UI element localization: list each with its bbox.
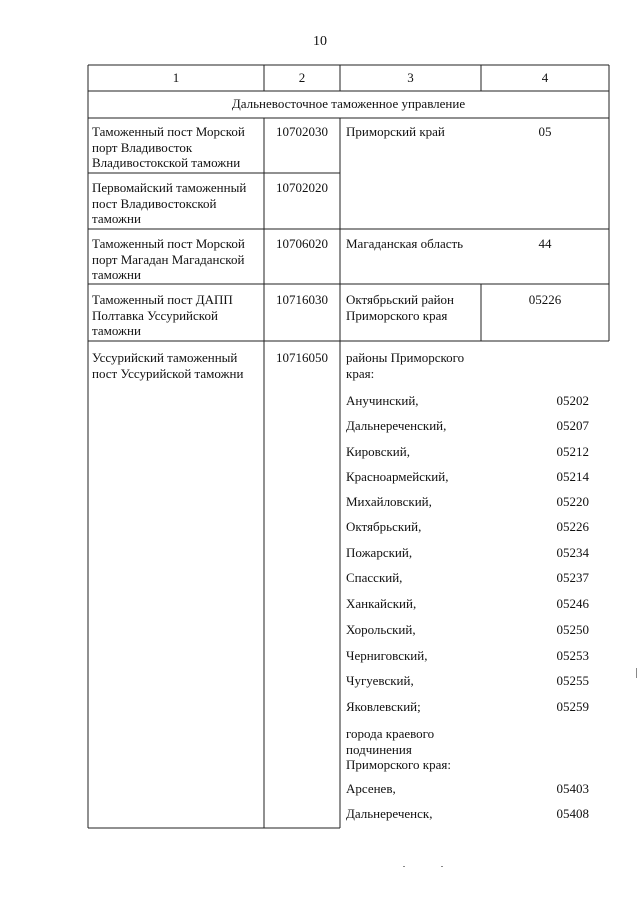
district-code: 05226 xyxy=(556,519,589,534)
row-1-okato: 05 xyxy=(538,124,552,139)
row-4-name: Таможенный пост ДАПП Полтавка Уссурийской таможни xyxy=(92,292,233,338)
district-code: 05250 xyxy=(556,622,589,637)
district-code: 05237 xyxy=(556,570,589,585)
cities-heading: города краевого подчинения Приморского края: xyxy=(346,726,451,772)
district-name: Октябрьский, xyxy=(346,519,422,534)
row-3-okato: 44 xyxy=(538,236,552,251)
row-1-name: Таможенный пост Морской порт Владивосток Владивостокской таможни xyxy=(92,124,245,170)
row-2-name: Первомайский таможенный пост Владивостокской таможни xyxy=(92,180,247,226)
header-col-1: 1 xyxy=(172,70,180,85)
row-3-name: Таможенный пост Морской порт Магадан Магаданской таможни xyxy=(92,236,245,282)
district-name: Красноармейский, xyxy=(346,469,449,484)
row-5-code: 10716050 xyxy=(276,350,328,365)
city-name: Арсенев, xyxy=(346,781,396,796)
district-code: 05259 xyxy=(556,699,589,714)
row-4-code: 10716030 xyxy=(276,292,328,307)
page-number: 10 xyxy=(313,34,327,49)
district-name: Яковлевский; xyxy=(346,699,421,714)
district-code: 05234 xyxy=(556,545,589,560)
city-code: 05403 xyxy=(556,781,589,796)
district-name: Дальнереченский, xyxy=(346,418,447,433)
district-code: 05220 xyxy=(556,494,589,509)
row-1-region: Приморский край xyxy=(346,124,445,139)
row-5-name: Уссурийский таможенный пост Уссурийской таможни xyxy=(92,350,244,381)
district-name: Михайловский, xyxy=(346,494,432,509)
district-name: Спасский, xyxy=(346,570,403,585)
district-name: Анучинский, xyxy=(346,393,419,408)
row-3-code: 10706020 xyxy=(276,236,328,251)
district-name: Черниговский, xyxy=(346,648,428,663)
scan-mark xyxy=(441,866,443,867)
city-name: Дальнереченск, xyxy=(346,806,433,821)
row-3-region: Магаданская область xyxy=(346,236,464,251)
header-col-4: 4 xyxy=(541,70,549,85)
district-code: 05255 xyxy=(556,673,589,688)
district-name: Ханкайский, xyxy=(346,596,417,611)
district-name: Кировский, xyxy=(346,444,410,459)
header-col-3: 3 xyxy=(407,70,414,85)
row-4-region: Октябрьский район Приморского края xyxy=(346,292,454,323)
row-5-region: районы Приморского края: xyxy=(346,350,465,381)
district-code: 05202 xyxy=(556,393,589,408)
department-title: Дальневосточное таможенное управление xyxy=(231,96,466,111)
scan-mark xyxy=(403,866,405,867)
row-1-code: 10702030 xyxy=(276,124,328,139)
row-2-code: 10702020 xyxy=(276,180,328,195)
district-name: Хорольский, xyxy=(346,622,416,637)
district-name: Пожарский, xyxy=(346,545,413,560)
district-code: 05246 xyxy=(556,596,589,611)
district-code: 05212 xyxy=(556,444,589,459)
row-4-okato: 05226 xyxy=(528,292,562,307)
city-code: 05408 xyxy=(556,806,589,821)
district-name: Чугуевский, xyxy=(346,673,414,688)
scan-mark xyxy=(636,668,637,678)
district-code: 05253 xyxy=(556,648,589,663)
district-code: 05214 xyxy=(556,469,589,484)
header-col-2: 2 xyxy=(298,70,306,85)
district-code: 05207 xyxy=(556,418,589,433)
